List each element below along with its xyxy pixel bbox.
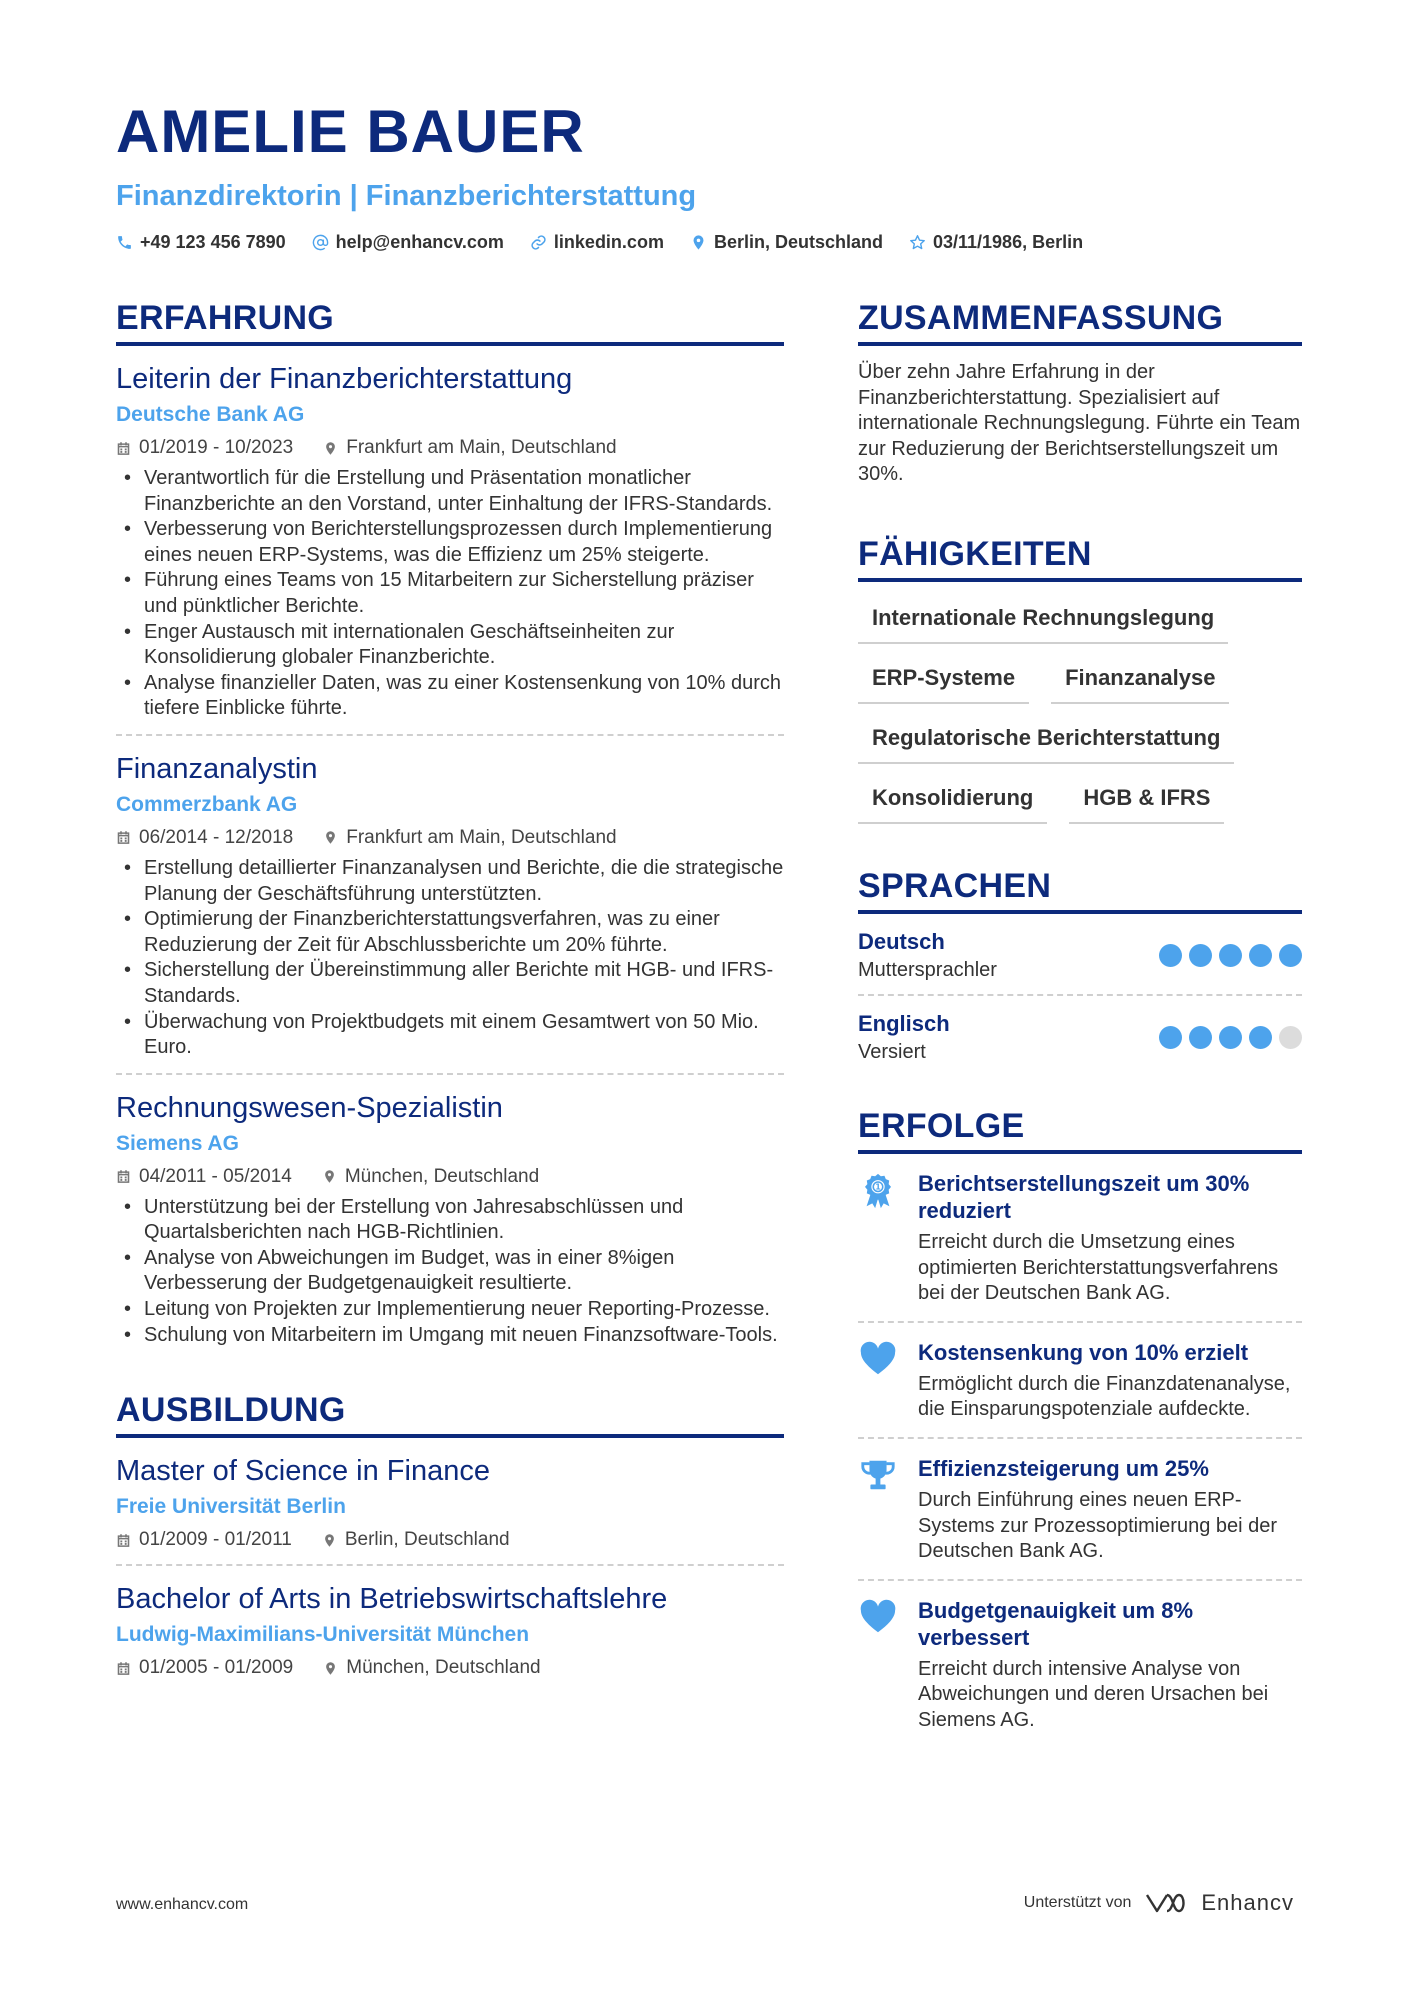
job-meta bbox=[116, 1163, 784, 1191]
right-column bbox=[858, 296, 1302, 1748]
education-location bbox=[323, 1654, 540, 1682]
achievement-title: Effizienzsteigerung um 25% bbox=[918, 1455, 1209, 1481]
calendar-icon bbox=[116, 1169, 131, 1184]
job-bullets bbox=[116, 1195, 784, 1349]
candidate-title: Finanzdirektorin | Finanzberichterstattung bbox=[116, 180, 697, 212]
skill-tag: Regulatorische Berichterstattung bbox=[858, 712, 1234, 764]
candidate-name: AMELIE BAUER bbox=[116, 98, 585, 165]
award-ribbon-icon bbox=[859, 1172, 897, 1210]
calendar-icon bbox=[116, 830, 131, 845]
trophy-icon bbox=[859, 1457, 897, 1495]
skill-tag: Internationale Rechnungslegung bbox=[858, 592, 1228, 644]
skills-list bbox=[858, 592, 1302, 832]
svg-text:1: 1 bbox=[875, 1182, 881, 1192]
contact-linkedin[interactable] bbox=[530, 228, 664, 256]
achievement-body bbox=[918, 1339, 1302, 1423]
enhancv-logo-icon bbox=[1143, 1891, 1189, 1915]
job-bullet: • Optimierung der Finanzberichterstattungsverfahren, was zu einer Reduzierung der Zeit für Abschlussberichte um 20% führte. bbox=[116, 907, 784, 958]
language-level: Versiert bbox=[858, 1040, 926, 1063]
language-info bbox=[858, 1010, 950, 1066]
job-entry bbox=[116, 346, 784, 736]
job-meta bbox=[116, 434, 784, 462]
summary-text: Über zehn Jahre Erfahrung in der Finanzberichterstattung. Spezialisiert auf internationale Rechnungslegung. Führte ein Team zur Reduzierung der Berichtserstellungszeit um 30%. bbox=[858, 361, 1301, 486]
language-info bbox=[858, 928, 997, 984]
achievement-body bbox=[918, 1455, 1302, 1565]
education-location-text: Berlin, Deutschland bbox=[344, 1529, 510, 1551]
location-pin-icon bbox=[322, 1169, 337, 1184]
achievement-desc: Durch Einführung eines neuen ERP-Systems zur Prozessoptimierung bei der Deutschen Bank AG. bbox=[918, 1488, 1278, 1563]
job-dates-text: 04/2011 - 05/2014 bbox=[139, 1165, 292, 1187]
rating-dot-filled bbox=[1219, 944, 1242, 967]
contact-birth bbox=[909, 228, 1083, 256]
education-entry bbox=[116, 1438, 784, 1566]
achievement-desc: Ermöglicht durch die Finanzdatenanalyse, die Einsparungspotenziale aufdeckte. bbox=[918, 1372, 1291, 1421]
location-pin-icon bbox=[322, 1533, 337, 1548]
rating-dot-filled bbox=[1189, 1026, 1212, 1049]
education-dates bbox=[116, 1654, 293, 1682]
location-pin-icon bbox=[323, 1661, 338, 1676]
skill-tag: Finanzanalyse bbox=[1051, 652, 1229, 704]
job-bullets bbox=[116, 466, 784, 722]
language-entry bbox=[858, 996, 1302, 1076]
resume-header bbox=[116, 96, 1306, 256]
at-icon bbox=[312, 234, 329, 251]
education-degree: Bachelor of Arts in Betriebswirtschaftslehre bbox=[116, 1583, 668, 1616]
language-name: Deutsch bbox=[858, 928, 945, 954]
education-meta bbox=[116, 1526, 784, 1554]
job-dates bbox=[116, 824, 293, 852]
link-icon bbox=[530, 234, 547, 251]
footer-website[interactable]: www.enhancv.com bbox=[116, 1896, 249, 1913]
language-entry bbox=[858, 914, 1302, 996]
achievement-body bbox=[918, 1597, 1302, 1734]
education-location bbox=[322, 1526, 510, 1554]
job-bullet: • Analyse finanzieller Daten, was zu einer Kostensenkung von 10% durch tiefere Einblicke führte. bbox=[116, 671, 784, 722]
job-bullet: • Schulung von Mitarbeitern im Umgang mit neuen Finanzsoftware-Tools. bbox=[116, 1323, 784, 1349]
rating-dot-filled bbox=[1279, 944, 1302, 967]
achievement-entry bbox=[858, 1439, 1302, 1581]
skill-tag: HGB & IFRS bbox=[1069, 772, 1224, 824]
job-bullet: • Erstellung detaillierter Finanzanalysen und Berichte, die die strategische Planung der Geschäftsführung unterstützten. bbox=[116, 856, 784, 907]
footer-powered-by: Unterstützt von bbox=[1023, 1894, 1132, 1911]
job-company: Commerzbank AG bbox=[116, 792, 298, 816]
rating-dot-filled bbox=[1219, 1026, 1242, 1049]
job-dates bbox=[116, 1163, 292, 1191]
achievement-entry bbox=[858, 1581, 1302, 1748]
rating-dot-filled bbox=[1159, 1026, 1182, 1049]
footer-brand[interactable]: Enhancv bbox=[1201, 1890, 1294, 1915]
job-title: Rechnungswesen-Spezialistin bbox=[116, 1091, 503, 1124]
footer-branding bbox=[1024, 1890, 1294, 1916]
achievement-title: Kostensenkung von 10% erzielt bbox=[918, 1339, 1249, 1365]
skills-heading: FÄHIGKEITEN bbox=[858, 532, 1302, 582]
rating-dot-filled bbox=[1159, 944, 1182, 967]
job-location bbox=[323, 824, 616, 852]
job-title: Finanzanalystin bbox=[116, 752, 318, 785]
contact-linkedin-text: linkedin.com bbox=[553, 232, 664, 252]
achievement-body bbox=[918, 1170, 1302, 1307]
experience-heading: ERFAHRUNG bbox=[116, 296, 784, 346]
language-rating bbox=[1159, 1026, 1302, 1049]
job-bullet: • Unterstützung bei der Erstellung von Jahresabschlüssen und Quartalsberichten nach HGB-Richtlinien. bbox=[116, 1195, 784, 1246]
calendar-icon bbox=[116, 1533, 131, 1548]
skill-tag: ERP-Systeme bbox=[858, 652, 1029, 704]
job-dates-text: 06/2014 - 12/2018 bbox=[139, 826, 294, 848]
education-meta bbox=[116, 1654, 784, 1682]
phone-icon bbox=[116, 234, 133, 251]
job-entry bbox=[116, 1075, 784, 1361]
education-degree: Master of Science in Finance bbox=[116, 1455, 490, 1488]
contact-location bbox=[690, 228, 883, 256]
education-dates-text: 01/2009 - 01/2011 bbox=[139, 1529, 292, 1551]
contact-location-text: Berlin, Deutschland bbox=[713, 232, 883, 252]
job-bullet: • Leitung von Projekten zur Implementierung neuer Reporting-Prozesse. bbox=[116, 1297, 784, 1323]
location-pin-icon bbox=[690, 234, 707, 251]
job-dates-text: 01/2019 - 10/2023 bbox=[139, 437, 294, 458]
contact-row bbox=[116, 228, 1306, 256]
job-location bbox=[323, 434, 616, 462]
calendar-icon bbox=[116, 441, 131, 456]
achievement-desc: Erreicht durch die Umsetzung eines optimierten Berichterstattungsverfahrens bei der Deutschen Bank AG. bbox=[918, 1230, 1279, 1305]
job-bullet: • Verbesserung von Berichterstellungsprozessen durch Implementierung eines neuen ERP-Systems, was die Effizienz um 25% steigerte. bbox=[116, 517, 784, 568]
education-entry bbox=[116, 1566, 784, 1692]
job-bullet: • Enger Austausch mit internationalen Geschäftseinheiten zur Konsolidierung globaler Finanzberichte. bbox=[116, 620, 784, 671]
education-heading: AUSBILDUNG bbox=[116, 1388, 784, 1438]
language-rating bbox=[1159, 944, 1302, 967]
job-company: Deutsche Bank AG bbox=[116, 403, 305, 426]
education-school: Ludwig-Maximilians-Universität München bbox=[116, 1623, 530, 1647]
job-meta bbox=[116, 824, 784, 852]
left-column bbox=[116, 296, 784, 1692]
summary-heading: ZUSAMMENFASSUNG bbox=[858, 296, 1302, 346]
job-company: Siemens AG bbox=[116, 1131, 239, 1155]
language-name: Englisch bbox=[858, 1010, 950, 1036]
languages-heading: SPRACHEN bbox=[858, 864, 1302, 914]
achievement-title: Budgetgenauigkeit um 8% verbessert bbox=[918, 1597, 1194, 1650]
achievement-entry bbox=[858, 1154, 1302, 1323]
achievement-icon-wrap bbox=[858, 1339, 898, 1423]
calendar-icon bbox=[116, 1661, 131, 1676]
location-pin-icon bbox=[323, 441, 338, 456]
education-dates bbox=[116, 1526, 292, 1554]
rating-dot-empty bbox=[1279, 1026, 1302, 1049]
skill-tag: Konsolidierung bbox=[858, 772, 1047, 824]
achievement-icon-wrap bbox=[858, 1170, 898, 1307]
contact-birth-text: 03/11/1986, Berlin bbox=[932, 232, 1084, 252]
job-bullet: • Überwachung von Projektbudgets mit einem Gesamtwert von 50 Mio. Euro. bbox=[116, 1010, 784, 1061]
education-location-text: München, Deutschland bbox=[346, 1657, 541, 1679]
achievement-desc: Erreicht durch intensive Analyse von Abweichungen und deren Ursachen bei Siemens AG. bbox=[918, 1657, 1269, 1731]
heart-icon bbox=[859, 1599, 897, 1637]
education-school: Freie Universität Berlin bbox=[116, 1495, 346, 1519]
job-dates bbox=[116, 434, 293, 462]
job-bullet: • Verantwortlich für die Erstellung und Präsentation monatlicher Finanzberichte an den Vorstand, unter Einhaltung der IFRS-Standards. bbox=[116, 466, 784, 517]
job-bullet: • Führung eines Teams von 15 Mitarbeitern zur Sicherstellung präziser und pünktlicher Berichte. bbox=[116, 568, 784, 619]
contact-phone-text: +49 123 456 7890 bbox=[140, 232, 286, 252]
achievement-icon-wrap bbox=[858, 1455, 898, 1565]
contact-email[interactable] bbox=[312, 228, 504, 256]
job-location-text: München, Deutschland bbox=[344, 1165, 540, 1187]
education-dates-text: 01/2005 - 01/2009 bbox=[139, 1657, 294, 1679]
heart-icon bbox=[859, 1341, 897, 1379]
job-title: Leiterin der Finanzberichterstattung bbox=[116, 363, 573, 395]
job-location bbox=[322, 1163, 539, 1191]
achievements-heading: ERFOLGE bbox=[858, 1104, 1302, 1154]
job-location-text: Frankfurt am Main, Deutschland bbox=[346, 437, 617, 458]
job-location-text: Frankfurt am Main, Deutschland bbox=[346, 826, 617, 848]
star-icon bbox=[909, 234, 926, 251]
rating-dot-filled bbox=[1249, 944, 1272, 967]
contact-email-text: help@enhancv.com bbox=[335, 232, 504, 252]
rating-dot-filled bbox=[1249, 1026, 1272, 1049]
location-pin-icon bbox=[323, 830, 338, 845]
achievement-entry bbox=[858, 1323, 1302, 1439]
rating-dot-filled bbox=[1189, 944, 1212, 967]
contact-phone[interactable] bbox=[116, 228, 286, 256]
achievement-title: Berichtserstellungszeit um 30% reduziert bbox=[918, 1170, 1250, 1223]
job-bullet: • Analyse von Abweichungen im Budget, was in einer 8%igen Verbesserung der Budgetgenauigkeit resultierte. bbox=[116, 1246, 784, 1297]
job-bullets bbox=[116, 856, 784, 1061]
job-entry bbox=[116, 736, 784, 1075]
language-level: Muttersprachler bbox=[858, 958, 997, 981]
job-bullet: • Sicherstellung der Übereinstimmung aller Berichte mit HGB- und IFRS-Standards. bbox=[116, 958, 784, 1009]
achievement-icon-wrap bbox=[858, 1597, 898, 1734]
